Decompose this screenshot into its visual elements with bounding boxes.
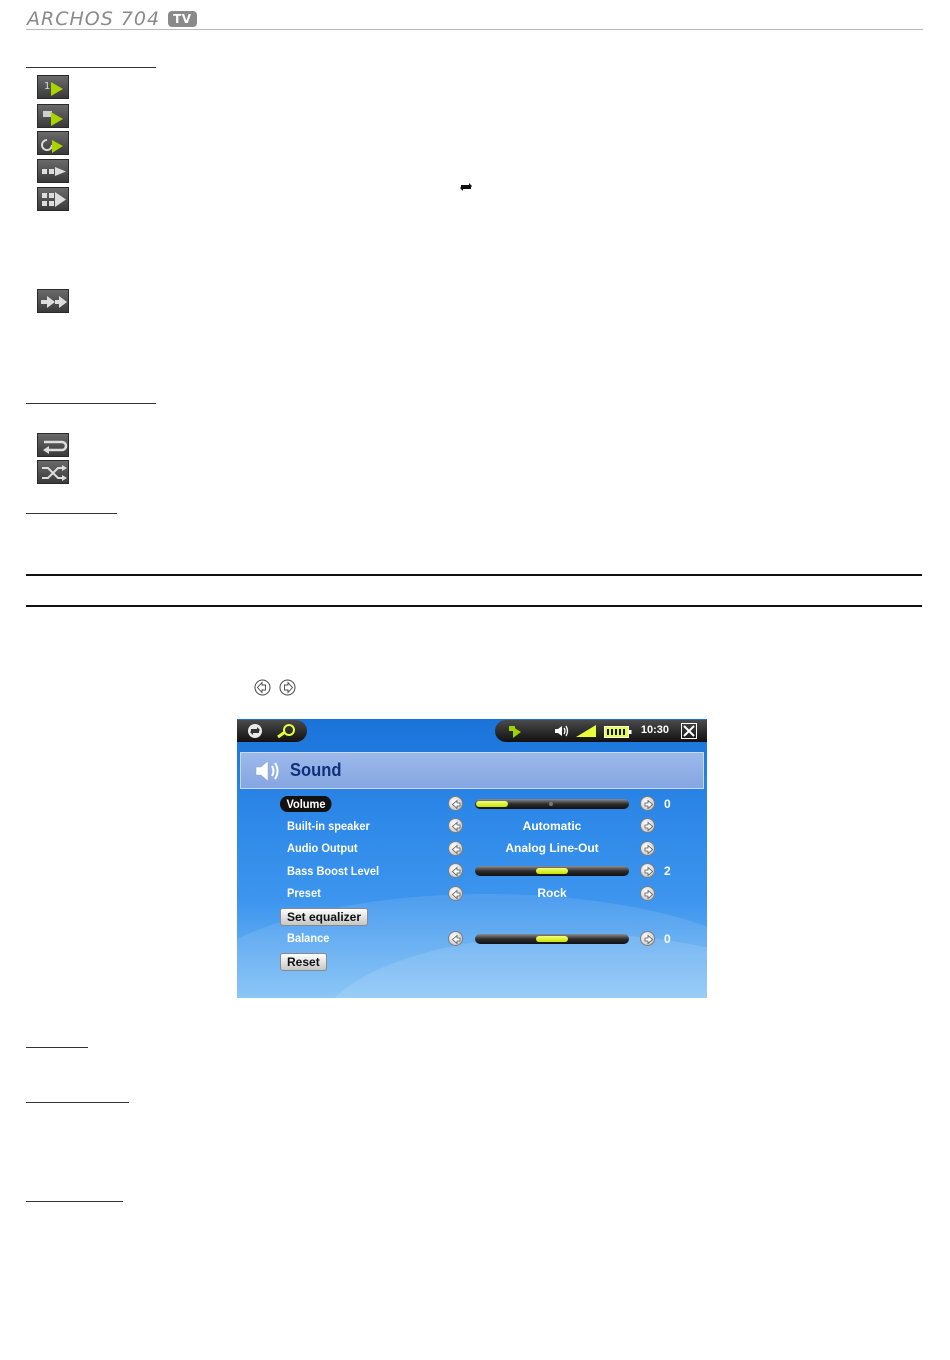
section-heading-rule (26, 513, 117, 514)
settings-wrench-icon[interactable] (275, 723, 297, 744)
section-heading-rule (26, 1201, 123, 1202)
bass-boost-slider-fill (536, 868, 568, 874)
clock: 10:30 (640, 724, 669, 736)
playing-status-icon (507, 723, 523, 744)
bass-boost-label: Bass Boost Level (287, 864, 380, 878)
left-arrow-icon (254, 679, 271, 701)
audio-output-right-arrow-icon[interactable] (640, 841, 655, 856)
volume-right-arrow-icon[interactable] (640, 796, 655, 811)
section-heading-rule (26, 1102, 129, 1103)
section-heading-rule (26, 67, 156, 68)
bass-left-arrow-icon[interactable] (448, 863, 463, 878)
queue-icon (37, 159, 69, 183)
preset-label: Preset (287, 886, 321, 900)
top-bar-right (495, 720, 707, 742)
slider-center-mark (549, 802, 553, 806)
refresh-icon[interactable] (246, 723, 264, 744)
top-bar-left (237, 720, 307, 742)
section-divider-top (26, 574, 922, 576)
battery-icon (604, 725, 632, 743)
balance-left-arrow-icon[interactable] (448, 931, 463, 946)
audio-output-left-arrow-icon[interactable] (448, 841, 463, 856)
built-in-speaker-label: Built-in speaker (287, 819, 370, 833)
brand-name: ARCHOS 704 (27, 8, 161, 30)
queue-multi-icon (37, 187, 69, 211)
close-icon[interactable] (681, 723, 697, 744)
balance-value: 0 (664, 932, 671, 946)
balance-slider-fill (536, 936, 568, 942)
volume-label[interactable]: Volume (280, 796, 332, 812)
section-heading-rule (26, 1047, 88, 1048)
sound-title-bar (240, 752, 704, 789)
preset-left-arrow-icon[interactable] (448, 886, 463, 901)
balance-slider[interactable] (475, 934, 629, 944)
volume-slider-fill (476, 801, 508, 807)
sound-speaker-icon (254, 758, 284, 789)
speaker-left-arrow-icon[interactable] (448, 818, 463, 833)
play-folder-icon (37, 104, 69, 128)
play-single-icon (37, 75, 69, 99)
set-equalizer-button[interactable]: Set equalizer (280, 908, 368, 926)
shuffle-icon (37, 460, 69, 484)
svg-text:1: 1 (44, 81, 51, 92)
sound-title: Sound (290, 760, 342, 780)
fast-forward-icon (37, 289, 69, 313)
balance-label: Balance (287, 931, 330, 945)
volume-left-arrow-icon[interactable] (448, 796, 463, 811)
sound-settings-screenshot (237, 719, 707, 998)
balance-right-arrow-icon[interactable] (640, 931, 655, 946)
preset-right-arrow-icon[interactable] (640, 886, 655, 901)
speaker-icon (553, 724, 571, 743)
volume-slider[interactable] (475, 799, 629, 809)
signal-icon (575, 724, 597, 743)
audio-output-label: Audio Output (287, 841, 358, 855)
reset-button[interactable]: Reset (280, 953, 327, 971)
bass-right-arrow-icon[interactable] (640, 863, 655, 878)
audio-output-value[interactable]: Analog Line-Out (505, 841, 599, 855)
repeat-mode-icon (37, 433, 69, 457)
bass-boost-slider[interactable] (475, 866, 629, 876)
repeat-icon (458, 180, 474, 199)
speaker-right-arrow-icon[interactable] (640, 818, 655, 833)
right-arrow-icon (279, 679, 296, 701)
brand-badge: TV (168, 11, 196, 27)
play-all-icon (37, 131, 69, 155)
section-heading-rule (26, 403, 156, 404)
volume-value: 0 (664, 797, 671, 811)
built-in-speaker-value[interactable]: Automatic (522, 819, 582, 833)
header-divider (26, 29, 923, 30)
bass-boost-value: 2 (664, 864, 671, 878)
preset-value[interactable]: Rock (537, 886, 567, 900)
section-divider-bottom (26, 605, 922, 607)
